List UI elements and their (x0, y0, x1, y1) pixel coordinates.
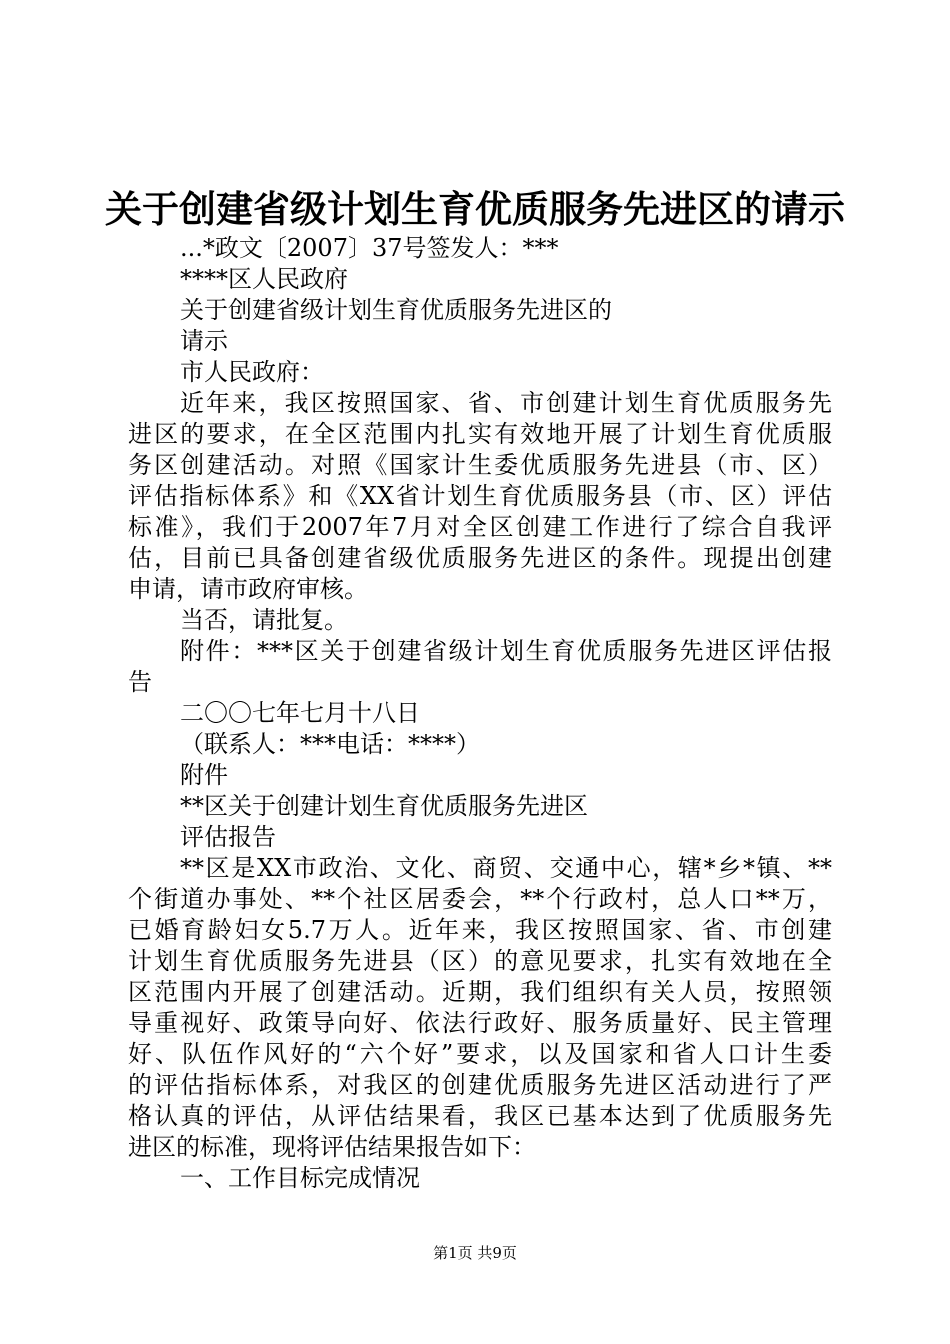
paragraph-line: 当否，请批复。 (180, 606, 348, 634)
paragraph-line: 的评估指标体系，对我区的创建优质服务先进区活动进行了严 (128, 1071, 832, 1099)
paragraph-line: 请示 (180, 327, 228, 355)
paragraph-line: ****区人民政府 (180, 265, 348, 293)
paragraph-line: **区是XX市政治、文化、商贸、交通中心，辖*乡*镇、** (180, 854, 832, 882)
document-title: 关于创建省级计划生育优质服务先进区的请示 (105, 188, 845, 231)
paragraph-line: 告 (128, 668, 152, 696)
paragraph-line: **区关于创建计划生育优质服务先进区 (180, 792, 588, 820)
paragraph-line: 个街道办事处、**个社区居委会，**个行政村，总人口**万， (128, 885, 832, 913)
paragraph-line: 评估报告 (180, 823, 276, 851)
paragraph-line: 已婚育龄妇女5.7万人。近年来，我区按照国家、省、市创建 (128, 916, 832, 944)
paragraph-line: 近年来，我区按照国家、省、市创建计划生育优质服务先 (180, 389, 832, 417)
paragraph-line: 务区创建活动。对照《国家计生委优质服务先进县（市、区） (128, 451, 832, 479)
paragraph-line: 二〇〇七年七月十八日 (180, 699, 420, 727)
paragraph-line: 附件：***区关于创建省级计划生育优质服务先进区评估报 (180, 637, 832, 665)
paragraph-line: 评估指标体系》和《XX省计划生育优质服务县（市、区）评估 (128, 482, 832, 510)
paragraph-line: 关于创建省级计划生育优质服务先进区的 (180, 296, 612, 324)
document-body (128, 233, 832, 1194)
paragraph-line: 市人民政府： (180, 358, 324, 386)
paragraph-line: 区范围内开展了创建活动。近期，我们组织有关人员，按照领 (128, 978, 832, 1006)
paragraph-line: 进区的要求，在全区范围内扎实有效地开展了计划生育优质服 (128, 420, 832, 448)
paragraph-line: 标准》，我们于2007年7月对全区创建工作进行了综合自我评 (128, 513, 832, 541)
paragraph-line: （联系人：***电话：****） (180, 730, 480, 758)
paragraph-line: 好、队伍作风好的“六个好”要求，以及国家和省人口计生委 (128, 1040, 832, 1068)
paragraph-line: ...*政文〔2007〕37号签发人：*** (180, 234, 559, 262)
paragraph-line: 进区的标准，现将评估结果报告如下： (128, 1133, 536, 1161)
paragraph-line: 估，目前已具备创建省级优质服务先进区的条件。现提出创建 (128, 544, 832, 572)
paragraph-line: 格认真的评估，从评估结果看，我区已基本达到了优质服务先 (128, 1102, 832, 1130)
paragraph-line: 计划生育优质服务先进县（区）的意见要求，扎实有效地在全 (128, 947, 832, 975)
paragraph-line: 导重视好、政策导向好、依法行政好、服务质量好、民主管理 (128, 1009, 832, 1037)
page-footer: 第1页 共9页 (433, 1244, 517, 1262)
paragraph-line: 申请，请市政府审核。 (128, 575, 368, 603)
paragraph-line: 附件 (180, 761, 228, 789)
paragraph-line: 一、工作目标完成情况 (180, 1164, 420, 1192)
